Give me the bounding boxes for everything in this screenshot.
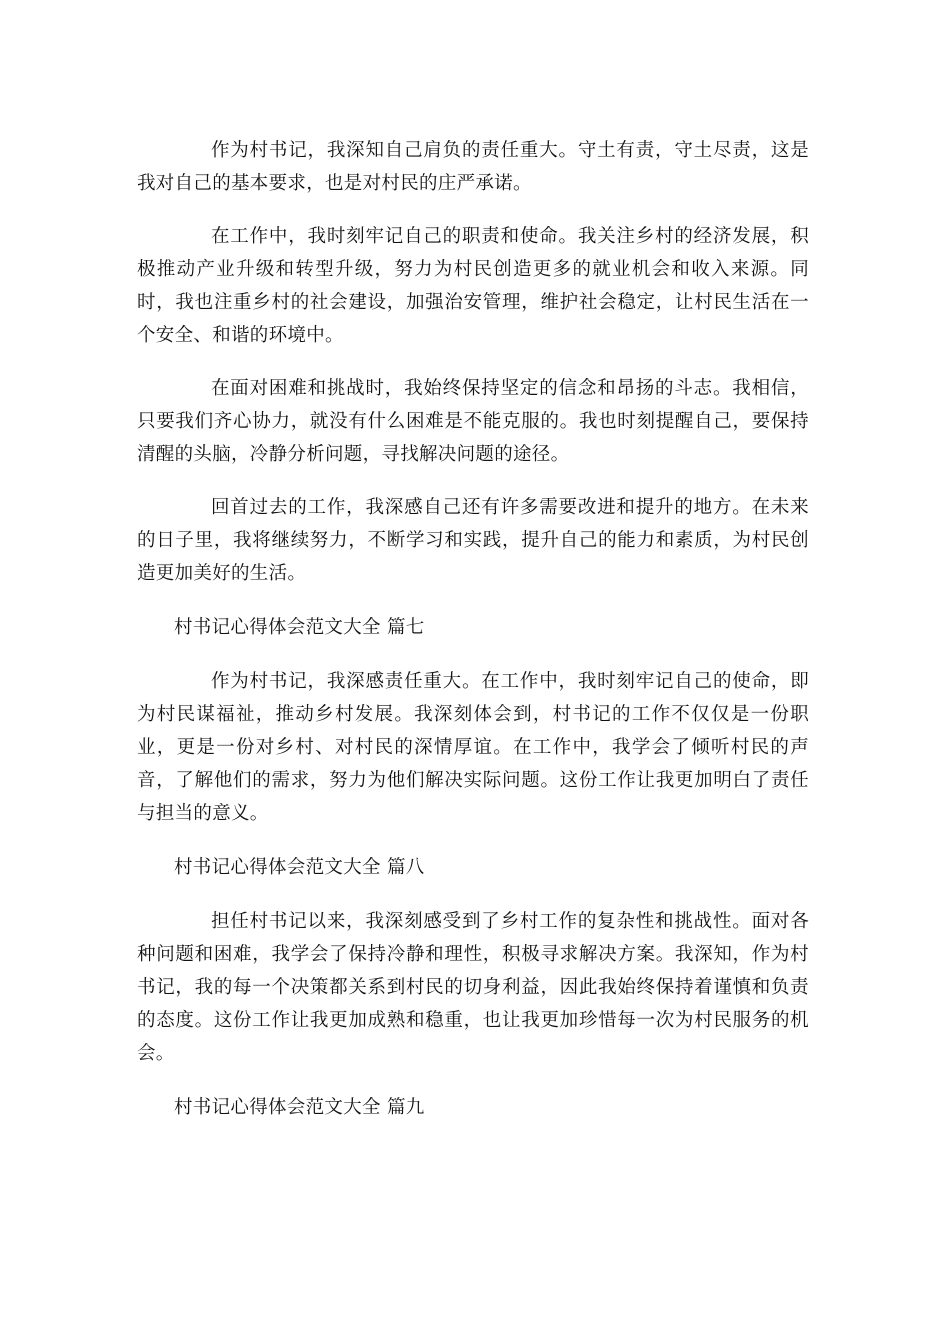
section-heading-7: 村书记心得体会范文大全 篇七 — [174, 617, 425, 638]
section-7-body: 作为村书记，我深感责任重大。在工作中，我时刻牢记自己的使命，即为村民谋福祉，推动乡村发展。我深刻体会到，村书记的工作不仅仅是一份职业，更是一份对乡村、对村民的深情厚谊。在工作中，我学会了倾听村民的声音，了解他们的需求，努力为他们解决实际问题。这份工作让我更加明白了责任与担当的意义。 — [137, 671, 809, 824]
section-8-body: 担任村书记以来，我深刻感受到了乡村工作的复杂性和挑战性。面对各种问题和困难，我学会了保持冷静和理性，积极寻求解决方案。我深知，作为村书记，我的每一个决策都关系到村民的切身利益，因此我始终保持着谨慎和负责的态度。这份工作让我更加成熟和稳重，也让我更加珍惜每一次为村民服务的机会。 — [137, 911, 809, 1064]
document-page — [137, 134, 809, 1124]
paragraph-4: 回首过去的工作，我深感自己还有许多需要改进和提升的地方。在未来的日子里，我将继续努力，不断学习和实践，提升自己的能力和素质，为村民创造更加美好的生活。 — [137, 497, 809, 584]
paragraph-1: 作为村书记，我深知自己肩负的责任重大。守土有责，守土尽责，这是我对自己的基本要求，也是对村民的庄严承诺。 — [137, 140, 809, 194]
paragraph-3: 在面对困难和挑战时，我始终保持坚定的信念和昂扬的斗志。我相信，只要我们齐心协力，就没有什么困难是不能克服的。我也时刻提醒自己，要保持清醒的头脑，冷静分析问题，寻找解决问题的途径。 — [137, 378, 809, 465]
paragraph-2: 在工作中，我时刻牢记自己的职责和使命。我关注乡村的经济发展，积极推动产业升级和转型升级，努力为村民创造更多的就业机会和收入来源。同时，我也注重乡村的社会建设，加强治安管理，维护社会稳定，让村民生活在一个安全、和谐的环境中。 — [137, 226, 809, 346]
section-heading-8: 村书记心得体会范文大全 篇八 — [174, 857, 425, 878]
section-heading-9: 村书记心得体会范文大全 篇九 — [174, 1097, 425, 1118]
